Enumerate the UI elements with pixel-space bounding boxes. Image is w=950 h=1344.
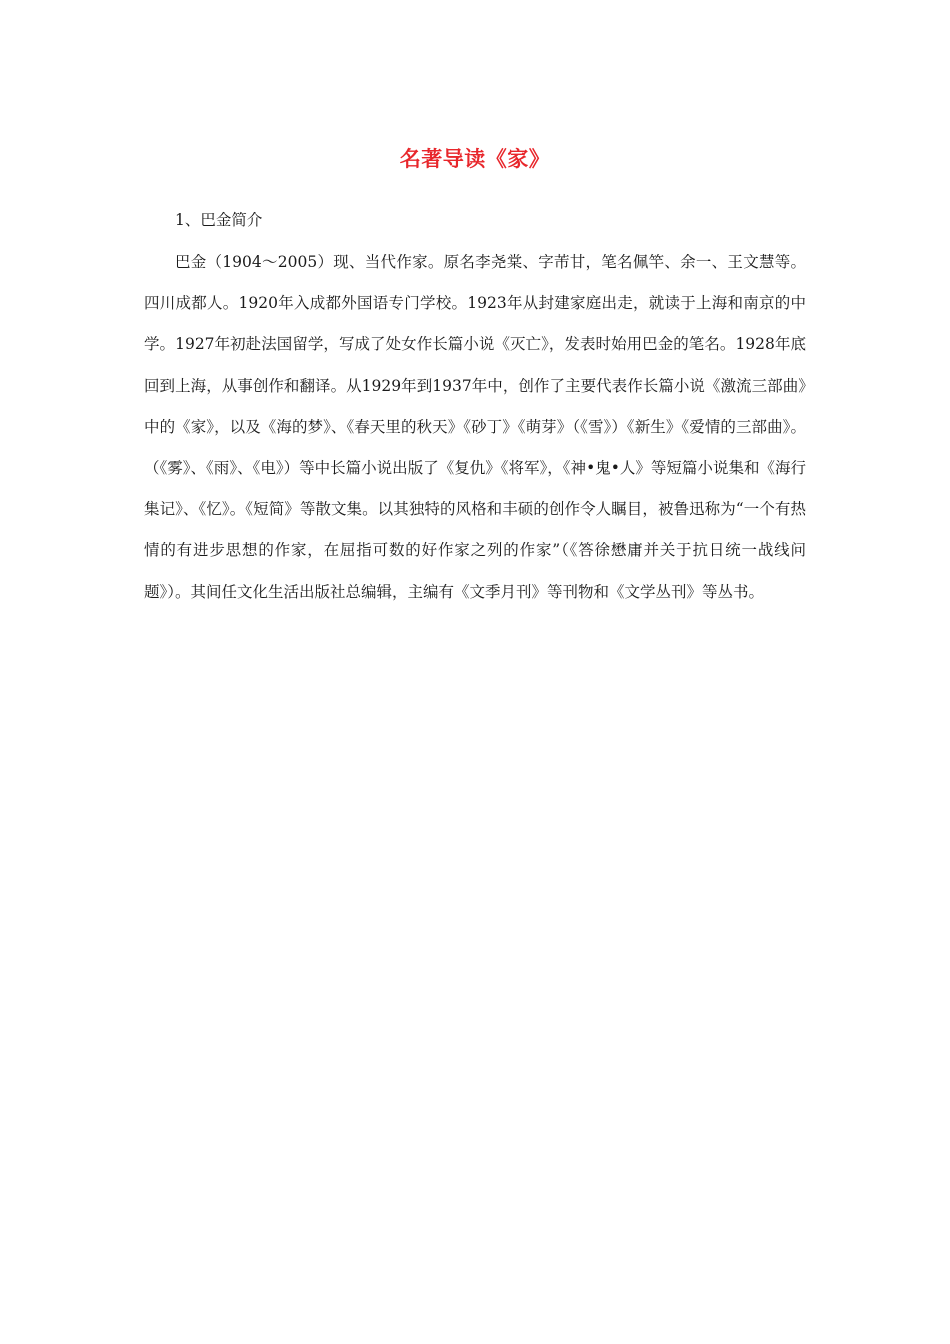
- section-heading: 1、巴金简介: [175, 211, 263, 229]
- body-paragraph: 巴金（1904～2005）现、当代作家。原名李尧棠、字芾甘，笔名佩竿、余一、王文慧等。四川成都人。1920年入成都外国语专门学校。1923年从封建家庭出走，就读于上海和南京的中学。1927年初赴法国留学，写成了处女作长篇小说《灭亡》，发表时始用巴金的笔名。1928年底回到上海，从事创作和翻译。从1929年到1937年中，创作了主要代表作长篇小说《激流三部曲》中的《家》，以及《海的梦》、《春天里的秋天》《砂丁》《萌芽》（《雪》）《新生》《爱情的三部曲》。（《雾》、《雨》、《电》）等中长篇小说出版了《复仇》《将军》，《神•鬼•人》等短篇小说集和《海行集记》、《忆》。《短简》等散文集。以其独特的风格和丰硕的创作令人瞩目，被鲁迅称为“一个有热情的有进步思想的作家，在屈指可数的好作家之列的作家”（《答徐懋庸并关于抗日统一战线问题》）。其间任文化生活出版社总编辑，主编有《文季月刊》等刊物和《文学丛刊》等丛书。: [144, 253, 806, 601]
- document-title: 名著导读《家》: [399, 146, 551, 171]
